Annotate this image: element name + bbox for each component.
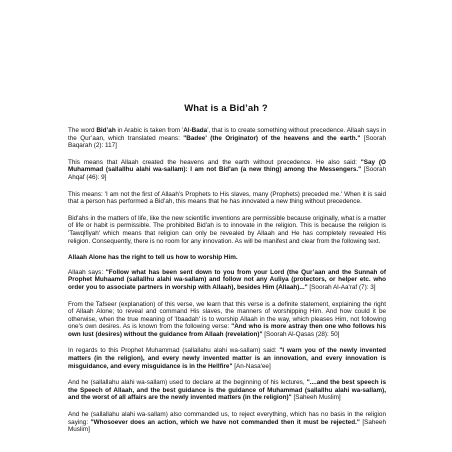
text-segment: This means: 'I am not the first of Allaah’s Prophets to His slaves, many (Prophets) preceded me.' When it is said that a person has performed a Bid’ah, this means that he has innovated a new thing without precedence. bbox=[68, 190, 386, 206]
bold-text-segment: "Follow what has been sent down to you from your Lord (the Qur’aan and the Sunnah of Prophet Muhaamd (sallallhu alahi wa-sallam) and follow not any Auliya (protectors, or helper etc. who order you to associate partners in worship with Allaah), besides Him (Allaah)..." bbox=[68, 268, 386, 291]
paragraph bbox=[68, 269, 386, 292]
text-segment: And he (sallallahu alahi wa-sallam) used to declare at the beginning of his lectures, bbox=[68, 379, 307, 387]
bold-text-segment: "I warn you of the newly invented matters (in the religion), and every newly invented matter is an innovation, and every innovation is misguidance, and every misguidance is in the Hellfire" bbox=[68, 347, 386, 370]
paragraph bbox=[68, 347, 386, 370]
bold-text-segment: "And who is more astray then one who follows his own lust (desires) without the guidance from Allaah (revelation)" bbox=[68, 323, 386, 338]
text-segment: [Soorah Baqarah (2): 117] bbox=[68, 134, 387, 150]
text-segment: In regards to this Prophet Muhammad (sallallahu alahi wa-sallam) said: bbox=[68, 347, 280, 355]
text-segment: [Soorah Ahqaf (46): 9] bbox=[68, 166, 387, 181]
text-segment: [Soorah Al-Qasas (28): 50] bbox=[262, 330, 340, 338]
text-segment: ', that is to create something without precedence. Allaah says in the Qur’aan, which translated means: bbox=[68, 127, 386, 142]
paragraph bbox=[68, 379, 386, 402]
text-segment: [An-Nasa'ee] bbox=[232, 362, 271, 370]
bold-text-segment: Al-Bada bbox=[183, 127, 208, 134]
paragraph bbox=[68, 301, 386, 339]
text-segment: [Saheeh Muslim] bbox=[291, 394, 341, 402]
text-segment: Allaah says: bbox=[68, 268, 106, 276]
text-segment: And he (sallallahu alahi wa-sallam) also commanded us, to reject everything, which has no basis in the religion saying: bbox=[68, 411, 386, 426]
text-segment: Bid'ahs in the matters of life, like the new scientific inventions are permissible because originally, what is a matter of life or habit is permissible. The prohibited Bid'ah is to innovate in the religion. This is because the religion is 'Tawqifiyah' which means that religion can only be revealed by Allaah and He has completely revealed His religion. Consequently, there is no room for any innovation. As will be manifest and clear from the following text. bbox=[68, 214, 386, 245]
bold-text-segment: Bid’ah bbox=[96, 127, 116, 134]
page-title: What is a Bid’ah ? bbox=[184, 103, 268, 114]
text-segment: [Saheeh Muslim] bbox=[68, 418, 386, 434]
text-segment: [Soorah Al-Aa'raf (7): 3] bbox=[307, 283, 376, 291]
paragraph bbox=[68, 411, 386, 434]
bold-text-segment: Allaah Alone has the right to tell us how to worship Him. bbox=[68, 254, 238, 262]
bold-text-segment: "....and the best speech is the Speech of Allaah, and the best guidance is the guidance of Muhammad (sallallhu alahi wa-sallam), and the worst of all affairs are the newly invented matters (in the religion)" bbox=[68, 379, 386, 402]
text-segment: This means that Allaah created the heavens and the earth without precedence. He also said: bbox=[68, 158, 361, 166]
paragraph bbox=[68, 159, 386, 182]
text-segment: From the Tafseer (explanation) of this verse, we learn that this verse is a definite statement, explaining the right of Allaah Alone; to reveal and command His slaves, the manners of worshipping Him. And how could it be otherwise, when the true meaning of 'Ibaadah' is to worship Allaah in the way, which pleases Him, not following one's own desires. As is known from the following verse: bbox=[68, 300, 386, 331]
paragraph bbox=[68, 254, 386, 262]
text-segment: in Arabic is taken from ' bbox=[115, 127, 184, 134]
bold-text-segment: "Badee' (the Originator) of the heavens and the earth." bbox=[183, 134, 361, 142]
document-body bbox=[68, 127, 386, 443]
paragraph bbox=[68, 191, 386, 206]
paragraph bbox=[68, 215, 386, 245]
bold-text-segment: "Say (O Muhammad (sallallhu alahi wa-sallam): I am not Bid'an (a new thing) among the Messengers." bbox=[68, 158, 386, 174]
text-segment: The word bbox=[68, 127, 97, 134]
paragraph bbox=[68, 127, 386, 150]
bold-text-segment: "Whosoever does an action, which we have not commanded then it must be rejected." bbox=[90, 418, 360, 426]
